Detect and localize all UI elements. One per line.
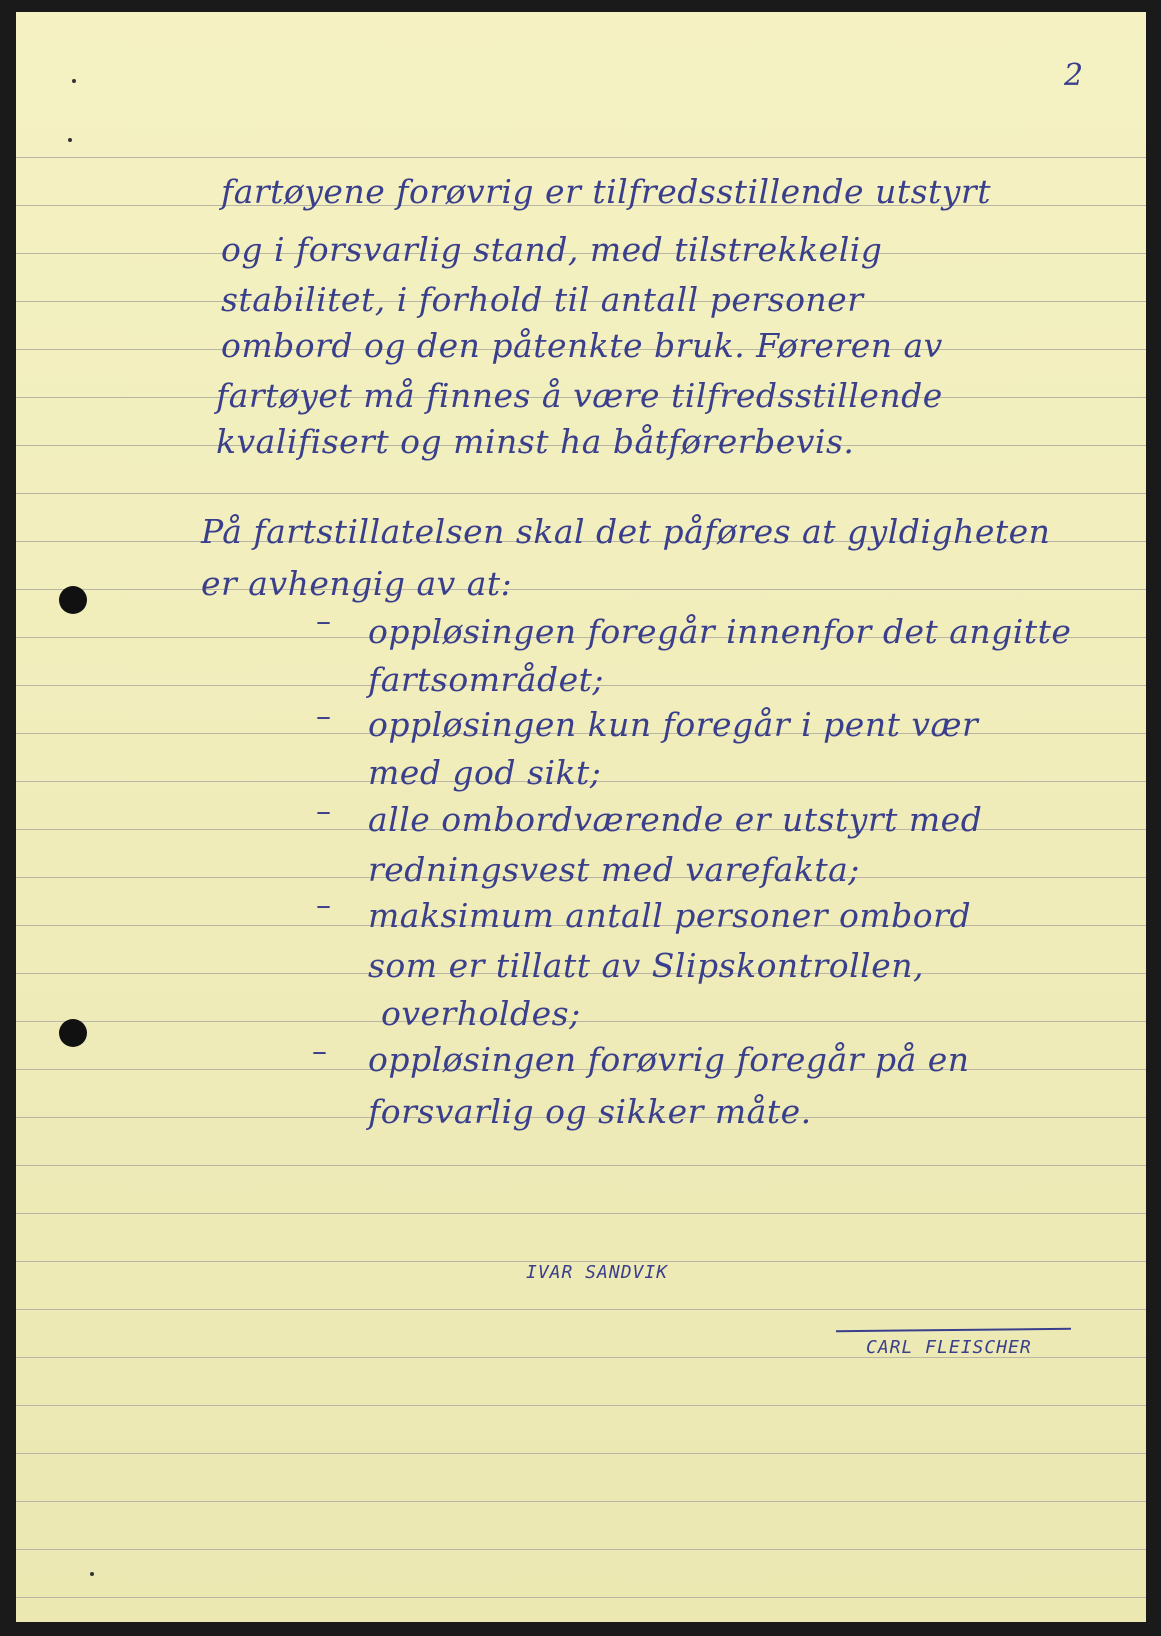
rule-line — [16, 1549, 1146, 1550]
text-line: stabilitet, i forhold til antall personer — [221, 280, 864, 319]
rule-line — [16, 1165, 1146, 1166]
text-line: På fartstillatelsen skal det påføres at gyldigheten — [201, 512, 1051, 551]
punch-hole — [59, 586, 87, 614]
text-line: forsvarlig og sikker måte. — [368, 1092, 812, 1131]
text-line: fartøyene forøvrig er tilfredsstillende utstyrt — [221, 172, 991, 211]
rule-line — [16, 1405, 1146, 1406]
signature-name: CARL FLEISCHER — [866, 1337, 1032, 1358]
list-dash: – — [316, 794, 331, 829]
rule-line — [16, 1501, 1146, 1502]
text-line: fartsområdet; — [368, 660, 605, 699]
text-line: ombord og den påtenkte bruk. Føreren av — [221, 326, 943, 365]
text-line: maksimum antall personer ombord — [368, 896, 972, 935]
text-line: og i forsvarlig stand, med tilstrekkelig — [221, 230, 883, 269]
rule-line — [16, 157, 1146, 158]
punch-hole — [59, 1019, 87, 1047]
list-dash: – — [316, 888, 331, 923]
text-line: overholdes; — [381, 994, 581, 1033]
signature-line — [836, 1328, 1071, 1332]
text-line: er avhengig av at: — [201, 564, 513, 603]
list-dash: – — [316, 699, 331, 734]
rule-line — [16, 1213, 1146, 1214]
speck — [90, 1572, 94, 1576]
speck — [68, 138, 72, 142]
text-line: oppløsingen foregår innenfor det angitte — [368, 612, 1072, 651]
text-line: som er tillatt av Slipskontrollen, — [368, 946, 924, 985]
rule-line — [16, 1021, 1146, 1022]
page-number: 2 — [1064, 58, 1084, 93]
text-line: kvalifisert og minst ha båtførerbevis. — [216, 422, 855, 461]
rule-line — [16, 1309, 1146, 1310]
rule-line — [16, 1597, 1146, 1598]
speck — [72, 79, 76, 83]
list-dash: – — [316, 604, 331, 639]
text-line: fartøyet må finnes å være tilfredsstillende — [216, 376, 943, 415]
list-dash: – — [312, 1034, 327, 1069]
signature-name: IVAR SANDVIK — [526, 1262, 669, 1283]
document-page — [16, 12, 1146, 1622]
text-line: oppløsingen kun foregår i pent vær — [368, 705, 979, 744]
text-line: redningsvest med varefakta; — [368, 850, 860, 889]
text-line: med god sikt; — [368, 753, 602, 792]
rule-line — [16, 493, 1146, 494]
text-line: alle ombordværende er utstyrt med — [368, 800, 983, 839]
text-line: oppløsingen forøvrig foregår på en — [368, 1040, 970, 1079]
rule-line — [16, 1453, 1146, 1454]
rule-line — [16, 589, 1146, 590]
